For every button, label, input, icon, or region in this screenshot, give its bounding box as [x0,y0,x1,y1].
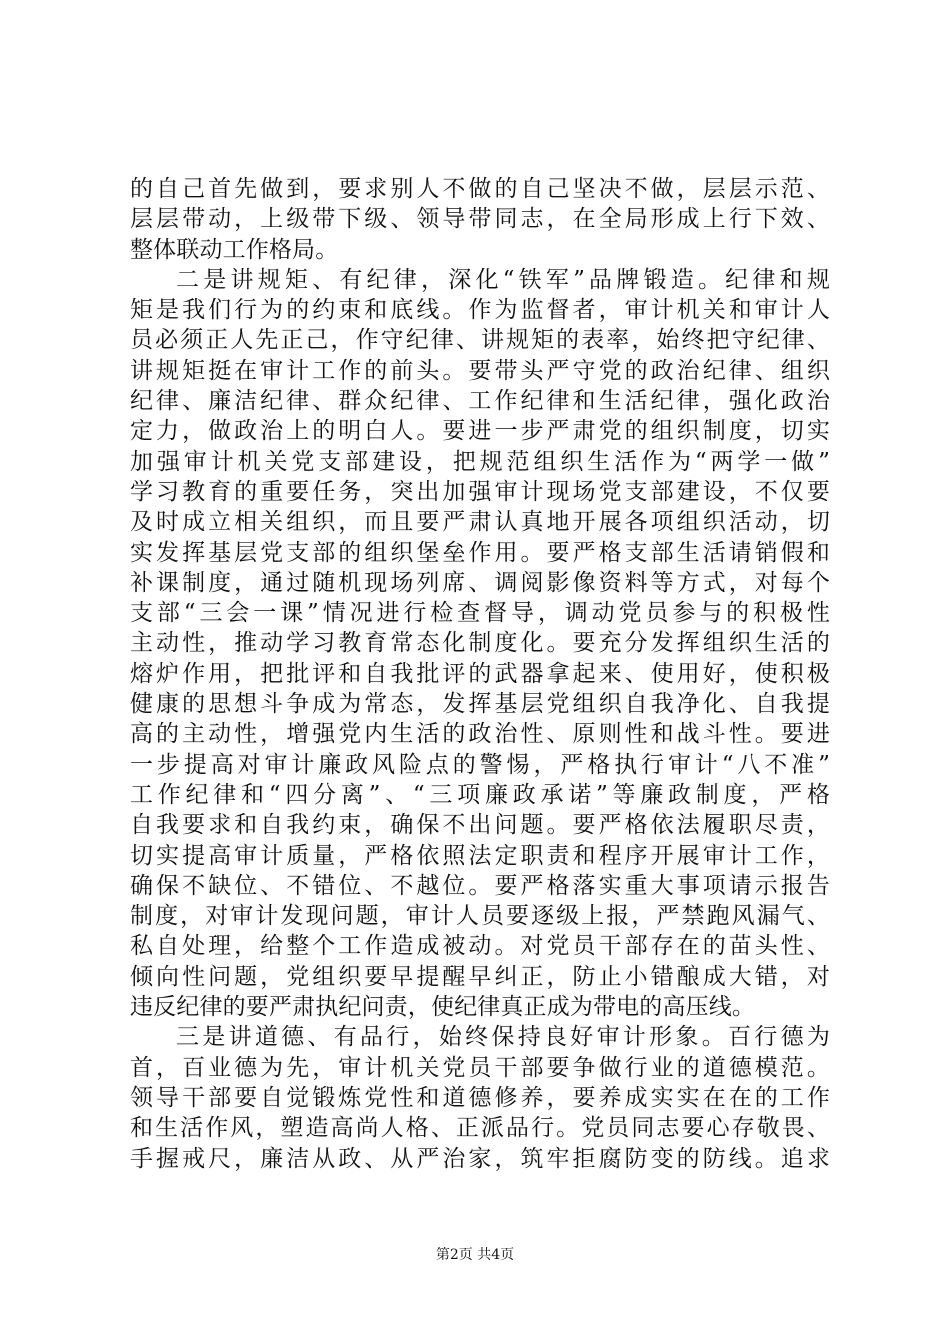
text-line: 首，百业德为先，审计机关党员干部要争做行业的道德模范。 [130,1054,830,1081]
text-line: 倾向性问题，党组织要早提醒早纠正，防止小错酿成大错，对 [130,963,830,990]
text-line: 高的主动性，增强党内生活的政治性、原则性和战斗性。要进 [130,721,830,748]
text-line: 确保不缺位、不错位、不越位。要严格落实重大事项请示报告 [130,872,830,899]
text-line: 手握戒尺，廉洁从政、从严治家，筑牢拒腐防变的防线。追求 [130,1145,830,1172]
text-line: 违反纪律的要严肃执纪问责，使纪律真正成为带电的高压线。 [130,994,756,1021]
text-line: 和生活作风，塑造高尚人格、正派品行。党员同志要心存敬畏、 [130,1115,830,1142]
text-line: 及时成立相关组织，而且要严肃认真地开展各项组织活动，切 [130,509,830,536]
text-line: 矩是我们行为的约束和底线。作为监督者，审计机关和审计人 [130,297,830,324]
text-line: 私自处理，给整个工作造成被动。对党员干部存在的苗头性、 [130,933,830,960]
text-line: 健康的思想斗争成为常态，发挥基层党组织自我净化、自我提 [130,691,830,718]
text-line: 的自己首先做到，要求别人不做的自己坚决不做，层层示范、 [130,176,830,202]
text-line: 讲规矩挺在审计工作的前头。要带头严守党的政治纪律、组织 [130,357,830,384]
text-line: 补课制度，通过随机现场列席、调阅影像资料等方式，对每个 [130,569,830,596]
page-number-label: 第2页 共4页 [435,1247,515,1263]
document-body [130,174,830,1174]
text-line: 支部“三会一课”情况进行检查督导，调动党员参与的积极性 [130,600,830,627]
text-line: 实发挥基层党支部的组织堡垒作用。要严格支部生活请销假和 [130,539,830,566]
page-footer [0,1245,950,1265]
text-line: 熔炉作用，把批评和自我批评的武器拿起来、使用好，使积极 [130,660,830,687]
text-line: 工作纪律和“四分离”、“三项廉政承诺”等廉政制度，严格 [130,781,830,808]
text-line: 员必须正人先正己，作守纪律、讲规矩的表率，始终把守纪律、 [130,327,830,354]
text-line: 学习教育的重要任务，突出加强审计现场党支部建设，不仅要 [130,478,830,505]
text-line: 切实提高审计质量，严格依照法定职责和程序开展审计工作， [130,842,830,869]
text-line: 整体联动工作格局。 [130,236,339,263]
text-line: 领导干部要自觉锻炼党性和道德修养，要养成实实在在的工作 [130,1084,830,1111]
text-line: 一步提高对审计廉政风险点的警惕，严格执行审计“八不准” [130,751,830,778]
text-line: 主动性，推动学习教育常态化制度化。要充分发挥组织生活的 [130,630,830,657]
text-line: 制度，对审计发现问题，审计人员要逐级上报，严禁跑风漏气、 [130,903,830,930]
text-line: 纪律、廉洁纪律、群众纪律、工作纪律和生活纪律，强化政治 [130,388,830,415]
text-line: 自我要求和自我约束，确保不出问题。要严格依法履职尽责， [130,812,830,839]
text-line: 定力，做政治上的明白人。要进一步严肃党的组织制度，切实 [130,418,830,445]
text-line: 二是讲规矩、有纪律，深化“铁军”品牌锻造。纪律和规 [176,266,830,293]
text-line: 层层带动，上级带下级、领导带同志，在全局形成上行下效、 [130,206,830,233]
text-line: 三是讲道德、有品行，始终保持良好审计形象。百行德为 [176,1024,830,1051]
text-line: 加强审计机关党支部建设，把规范组织生活作为“两学一做” [130,448,830,475]
